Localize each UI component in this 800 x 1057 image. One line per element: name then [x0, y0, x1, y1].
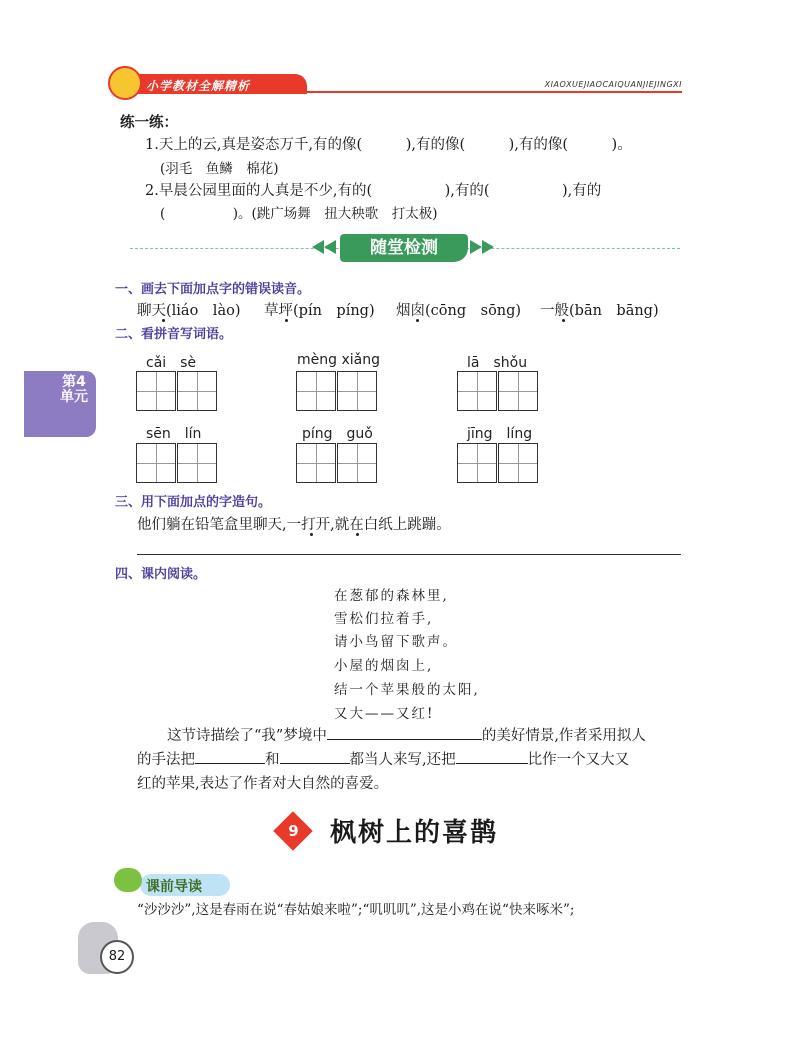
- s1-heading: 一、画去下面加点字的错误读音。: [115, 282, 311, 297]
- poem-line: 小屋的烟囱上,: [334, 658, 434, 674]
- writing-box[interactable]: [457, 443, 497, 483]
- lesson-number: 9: [288, 822, 299, 840]
- writing-box[interactable]: [457, 371, 497, 411]
- s4-question-line2: [137, 748, 629, 769]
- practice-q2-line1: 2.早晨公园里面的人真是不少,有的( ),有的( ),有的: [145, 183, 602, 199]
- writing-box[interactable]: [177, 371, 217, 411]
- emphasis-dot: [285, 319, 288, 322]
- emphasis-dot: [562, 319, 565, 322]
- pinyin-label: mèng xiǎng: [297, 352, 380, 368]
- banner-arrow-left-icon: [324, 240, 336, 254]
- practice-q2-line2: ( )。(跳广场舞 扭大秧歌 打太极): [160, 206, 438, 222]
- emphasis-dot: [356, 533, 359, 536]
- answer-blank[interactable]: [280, 749, 350, 764]
- pinyin-label: píng guǒ: [302, 426, 373, 442]
- writing-box[interactable]: [498, 371, 538, 411]
- s2-heading: 二、看拼音写词语。: [115, 327, 233, 342]
- writing-box[interactable]: [337, 371, 377, 411]
- s1-item: 一般(bān bāng): [540, 303, 659, 319]
- s4-question-text: 比作一个又大又: [527, 752, 630, 768]
- practice-heading: 练一练：: [120, 114, 178, 131]
- pinyin-label: lā shǒu: [467, 355, 528, 371]
- emphasis-dot: [162, 319, 165, 322]
- s4-question-line1: [167, 724, 646, 745]
- practice-q1: 1.天上的云,真是姿态万千,有的像( ),有的像( ),有的像( )。: [145, 137, 632, 153]
- caterpillar-icon: [114, 868, 142, 892]
- emphasis-dot: [310, 533, 313, 536]
- pinyin-label: sēn lín: [146, 426, 202, 442]
- writing-box[interactable]: [296, 371, 336, 411]
- answer-line[interactable]: [137, 554, 681, 555]
- poem-line: 又大——又红!: [334, 706, 435, 722]
- book-logo-icon: [108, 66, 142, 100]
- banner-arrow-left-icon: [312, 240, 324, 254]
- poem-line: 雪松们拉着手,: [334, 611, 434, 627]
- answer-blank[interactable]: [456, 749, 528, 764]
- header-pinyin: XIAOXUEJIAOCAIQUANJIEJINGXI: [544, 80, 682, 89]
- poem-line: 在葱郁的森林里,: [334, 588, 449, 604]
- pinyin-label: jīng líng: [467, 426, 533, 442]
- s4-question-line3: 红的苹果,表达了作者对大自然的喜爱。: [137, 776, 389, 792]
- answer-blank[interactable]: [327, 725, 482, 740]
- guide-text: “沙沙沙”,这是春雨在说“春姑娘来啦”;“叽叽叽”,这是小鸡在说“快来啄米”;: [137, 902, 575, 918]
- header-title: 小学教材全解精析: [146, 79, 251, 93]
- s4-question-text: 这节诗描绘了“我”梦境中: [167, 728, 327, 744]
- practice-q1-options: (羽毛 鱼鳞 棉花): [160, 161, 279, 177]
- writing-box[interactable]: [498, 443, 538, 483]
- s1-item: 烟囱(cōng sōng): [396, 303, 522, 319]
- s4-question-text: 都当人来写,还把: [349, 752, 456, 768]
- emphasis-dot: [416, 319, 419, 322]
- s4-heading: 四、课内阅读。: [115, 567, 207, 582]
- s4-question-text: 和: [265, 752, 280, 768]
- s3-sentence: 他们躺在铅笔盒里聊天,一打开,就在白纸上跳蹦。: [137, 517, 451, 533]
- section-banner: 随堂检测: [340, 234, 468, 262]
- s4-question-text: 的美好情景,作者采用拟人: [481, 728, 646, 744]
- unit-side-tab-label: 第4单元: [60, 374, 88, 405]
- writing-box[interactable]: [136, 443, 176, 483]
- lesson-title: 枫树上的喜鹊: [330, 818, 499, 848]
- page-number: 82: [100, 940, 134, 974]
- banner-arrow-right-icon: [482, 240, 494, 254]
- guide-label: 课前导读: [146, 879, 202, 895]
- s1-item: 聊天(liáo lào): [137, 303, 241, 319]
- pinyin-label: cǎi sè: [146, 355, 197, 371]
- s4-question-text: 的手法把: [137, 752, 195, 768]
- s3-heading: 三、用下面加点的字造句。: [115, 495, 272, 510]
- answer-blank[interactable]: [195, 749, 265, 764]
- poem-line: 请小鸟留下歌声。: [334, 634, 458, 650]
- writing-box[interactable]: [177, 443, 217, 483]
- s1-item: 草坪(pín píng): [264, 303, 375, 319]
- writing-box[interactable]: [296, 443, 336, 483]
- writing-box[interactable]: [337, 443, 377, 483]
- poem-line: 结一个苹果般的太阳,: [334, 682, 480, 698]
- writing-box[interactable]: [136, 371, 176, 411]
- banner-arrow-right-icon: [470, 240, 482, 254]
